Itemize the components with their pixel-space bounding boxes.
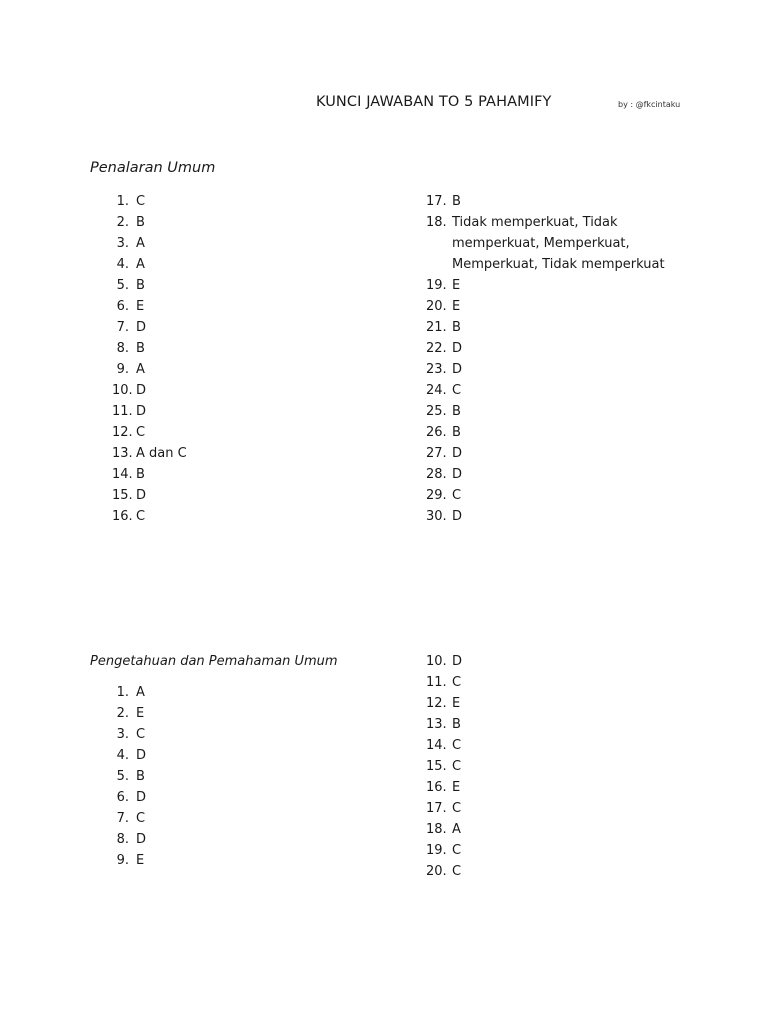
answer-value: B [452,320,461,335]
answer-number: 14. [426,738,447,753]
answer-item [426,464,667,485]
answer-number: 30. [426,509,447,524]
answer-item [426,317,667,338]
answer-number: 6. [116,790,129,805]
answer-value: D [452,509,463,524]
answer-item [426,275,667,296]
answer-value: E [136,299,145,314]
answer-item [426,422,667,443]
answer-number: 11. [112,404,133,419]
answer-value: C [452,738,462,753]
answer-value: B [136,341,145,356]
answer-value: B [452,717,461,732]
answer-value: E [136,853,145,868]
answer-number: 17. [426,194,447,209]
answer-number: 1. [116,194,129,209]
answer-value: C [136,509,146,524]
answer-number: 24. [426,383,447,398]
answer-number: 4. [116,257,129,272]
answer-value: A [136,362,145,377]
answer-number: 13. [426,717,447,732]
answer-value: A [452,822,461,837]
answer-list-penalaran-right [426,191,667,527]
answer-value: D [136,748,147,763]
answer-value: Tidak memperkuat, Tidak memperkuat, Memperkuat, Memperkuat, Tidak memperkuat [452,215,665,272]
answer-item [426,296,667,317]
answer-number: 5. [116,769,129,784]
answer-number: 12. [426,696,447,711]
answer-value: C [136,727,146,742]
answer-value: D [452,446,463,461]
answer-value: C [136,194,146,209]
answer-value: D [136,320,147,335]
answer-value: E [136,706,145,721]
answer-number: 21. [426,320,447,335]
answer-number: 18. [426,215,447,230]
answer-value: B [136,278,145,293]
answer-number: 11. [426,675,447,690]
answer-number: 15. [426,759,447,774]
answer-value: D [136,832,147,847]
answer-number: 9. [116,853,129,868]
answer-value: D [452,341,463,356]
answer-number: 6. [116,299,129,314]
answer-value: B [136,769,145,784]
answer-value: C [452,759,462,774]
answer-number: 4. [116,748,129,763]
answer-item [426,443,667,464]
answer-value: A [136,685,145,700]
answer-number: 22. [426,341,447,356]
answer-value: D [452,654,463,669]
answer-item [426,506,667,527]
answer-number: 19. [426,278,447,293]
answer-value: C [452,843,462,858]
answer-number: 8. [116,341,129,356]
answer-number: 10. [426,654,447,669]
answer-item [426,191,667,212]
answer-value: C [136,811,146,826]
answer-number: 17. [426,801,447,816]
answer-number: 8. [116,832,129,847]
answer-item [426,401,667,422]
answer-number: 10. [112,383,133,398]
answer-number: 16. [112,509,133,524]
answer-item [426,359,667,380]
answer-number: 16. [426,780,447,795]
answer-number: 25. [426,404,447,419]
answer-number: 3. [116,236,129,251]
answer-number: 29. [426,488,447,503]
answer-value: E [452,696,461,711]
section-heading-penalaran-umum: Penalaran Umum [90,160,216,176]
answer-number: 3. [116,727,129,742]
answer-number: 7. [116,320,129,335]
answer-value: C [452,383,462,398]
answer-number: 19. [426,843,447,858]
answer-value: A [136,236,145,251]
answer-number: 5. [116,278,129,293]
answer-number: 12. [112,425,133,440]
answer-number: 28. [426,467,447,482]
answer-number: 27. [426,446,447,461]
answer-number: 1. [116,685,129,700]
answer-value: E [452,299,461,314]
answer-value: D [136,383,147,398]
section-heading-pengetahuan-pemahaman-umum: Pengetahuan dan Pemahaman Umum [90,654,338,669]
answer-item [426,485,667,506]
answer-value: B [452,194,461,209]
answer-number: 2. [116,215,129,230]
answer-value: C [452,801,462,816]
answer-value: E [452,780,461,795]
answer-value: B [136,467,145,482]
answer-value: B [136,215,145,230]
answer-value: D [136,790,147,805]
answer-number: 15. [112,488,133,503]
answer-value: A [136,257,145,272]
answer-value: C [136,425,146,440]
answer-value: B [452,404,461,419]
answer-number: 18. [426,822,447,837]
answer-number: 7. [116,811,129,826]
answer-value: E [452,278,461,293]
author-byline: by : @fkcintaku [618,100,681,109]
answer-number: 26. [426,425,447,440]
answer-number: 20. [426,299,447,314]
answer-value: D [136,404,147,419]
answer-number: 14. [112,467,133,482]
answer-item [426,380,667,401]
answer-item [426,212,667,275]
answer-number: 9. [116,362,129,377]
answer-value: D [136,488,147,503]
answer-number: 23. [426,362,447,377]
answer-value: D [452,467,463,482]
answer-value: D [452,362,463,377]
answer-number: 13. [112,446,133,461]
answer-number: 20. [426,864,447,879]
answer-value: C [452,488,462,503]
answer-number: 2. [116,706,129,721]
answer-value: C [452,864,462,879]
answer-item [426,338,667,359]
document-title: KUNCI JAWABAN TO 5 PAHAMIFY [316,94,552,110]
answer-value: A dan C [136,446,187,461]
answer-value: C [452,675,462,690]
answer-value: B [452,425,461,440]
